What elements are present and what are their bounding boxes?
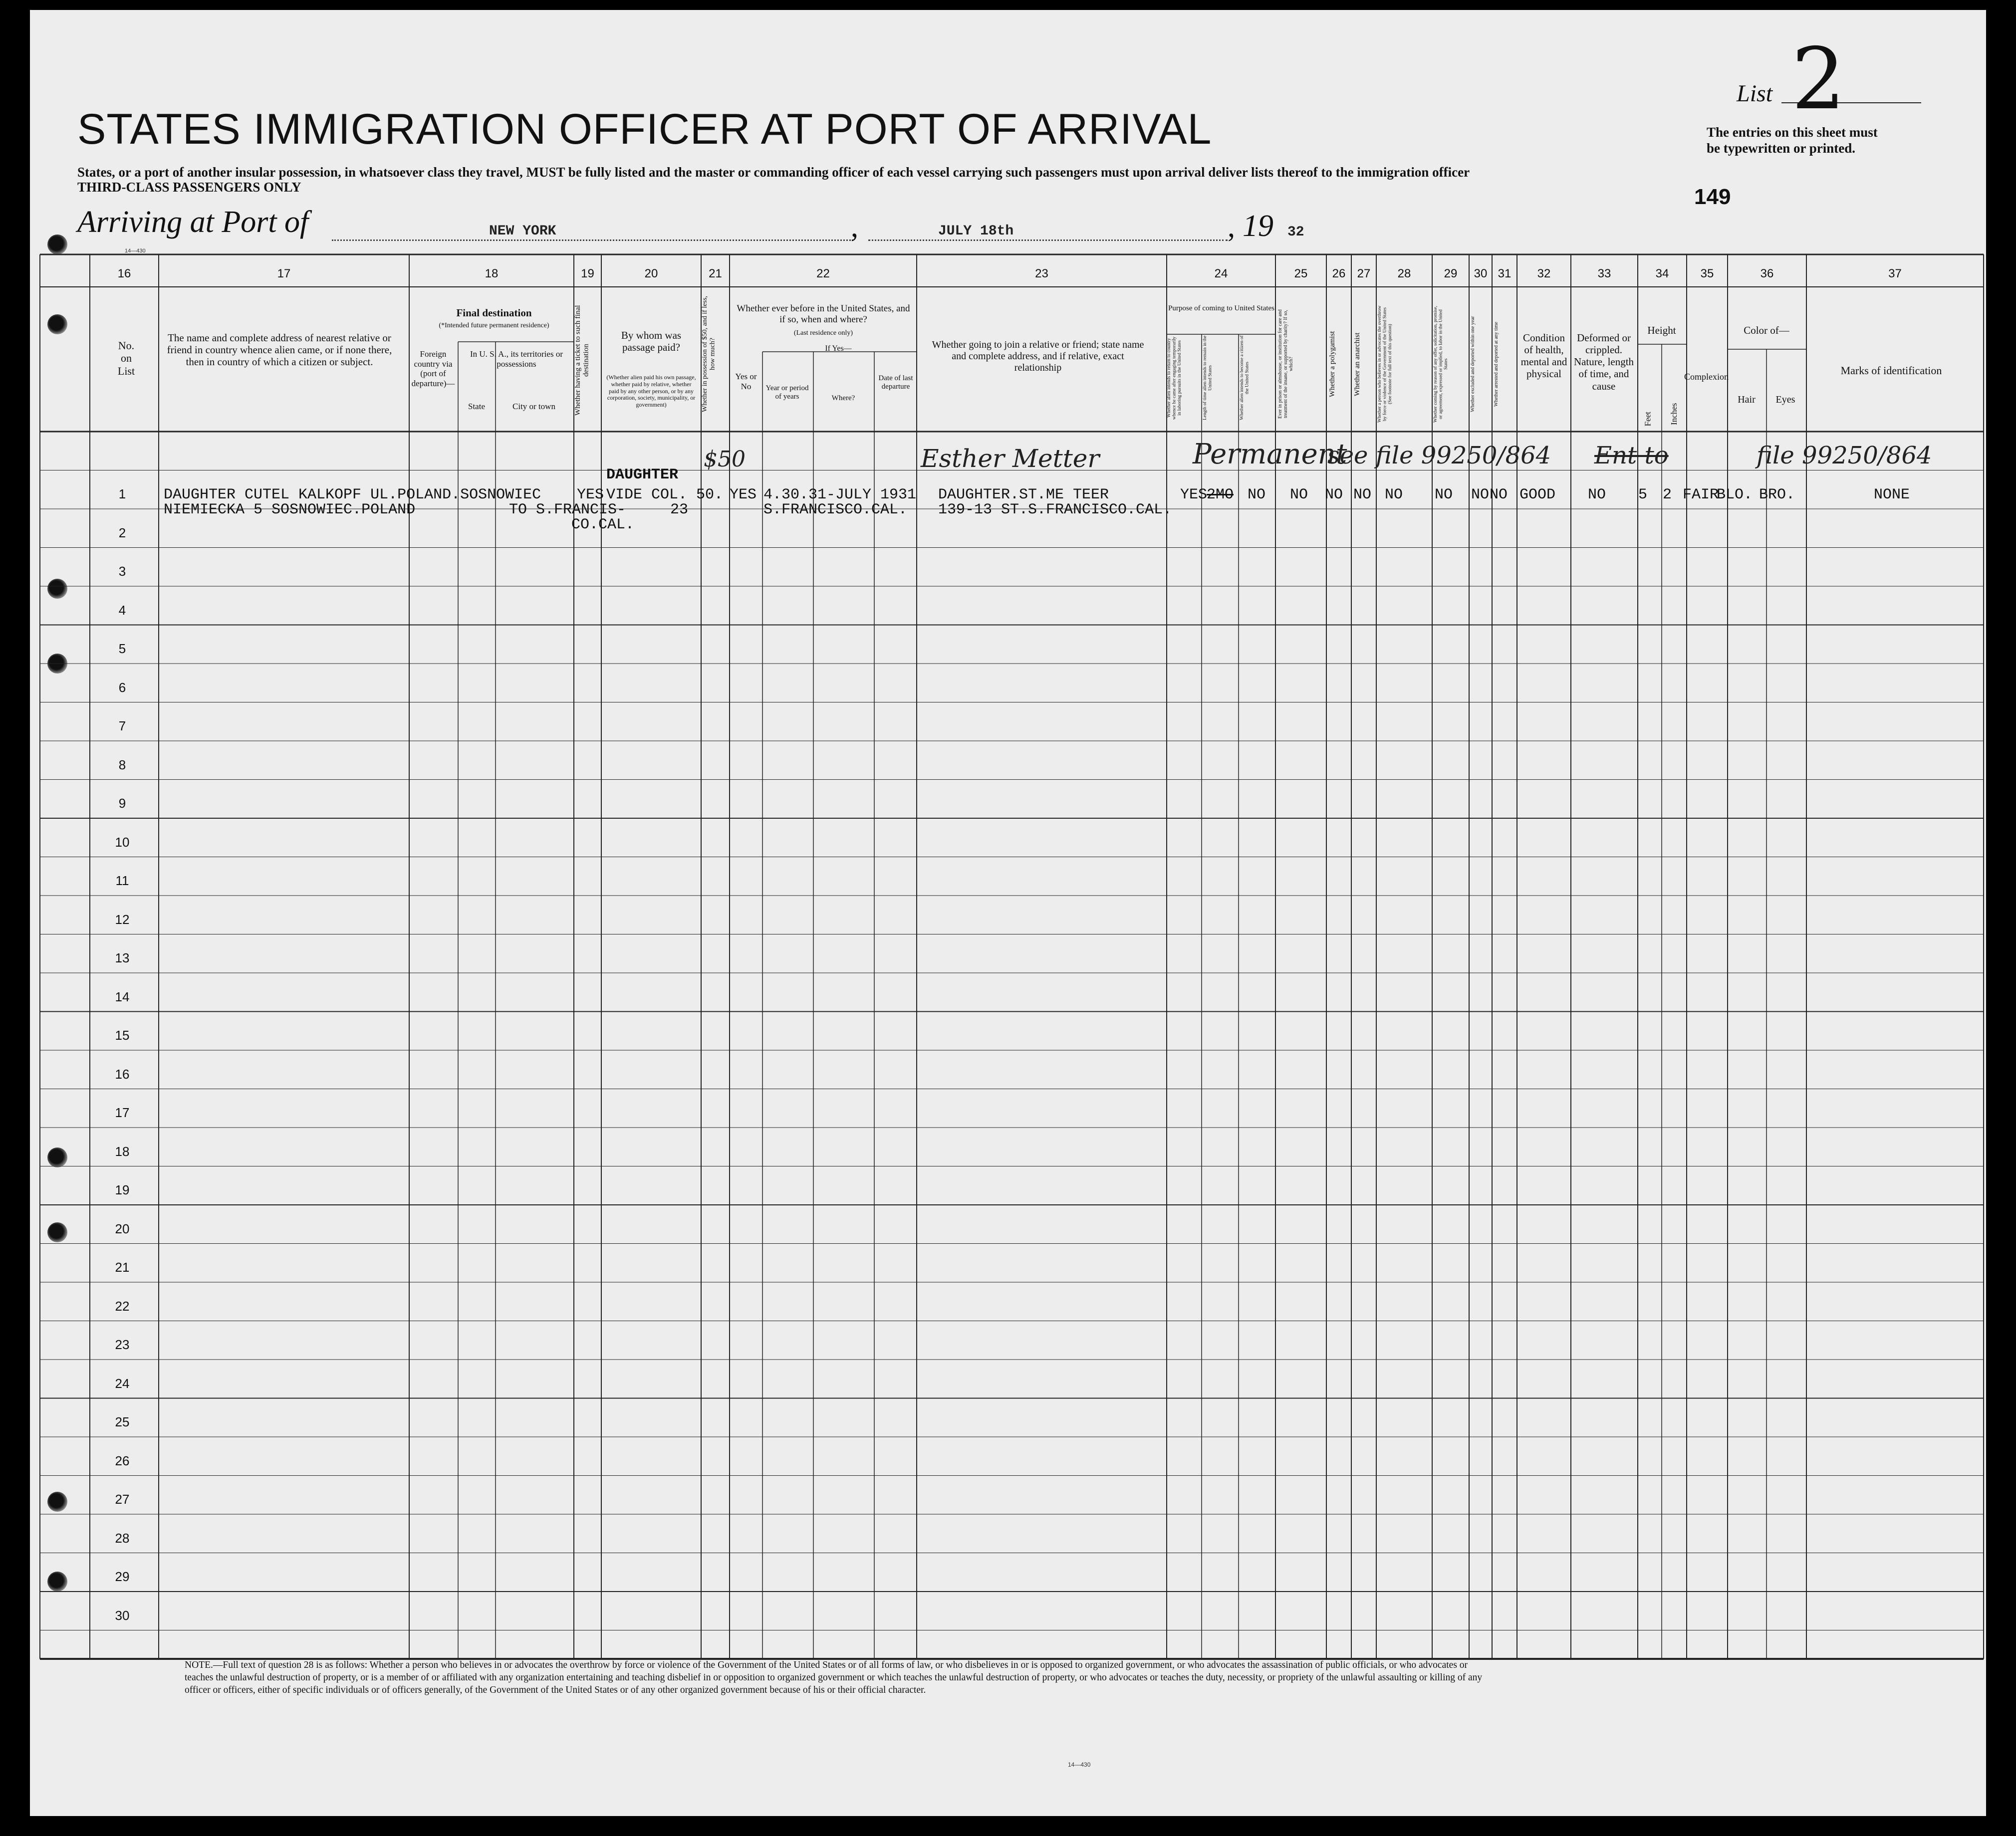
- header-yes-no: Yes or No: [735, 372, 757, 391]
- passage-paid-ref: VIDE COL.: [606, 486, 688, 503]
- typewritten-note-2: be typewritten or printed.: [1707, 141, 1855, 156]
- money-value: 50.: [696, 486, 724, 503]
- row-number: 23: [115, 1337, 130, 1352]
- header-where: Where?: [831, 394, 855, 402]
- marks-value: NONE: [1874, 486, 1910, 503]
- year-prefix: 19: [1243, 209, 1273, 243]
- header-passage-paid: By whom was passage paid?: [621, 329, 682, 354]
- column-number: 18: [485, 267, 499, 280]
- column-number: 16: [117, 267, 131, 280]
- header-health: Condition of health, mental and physical: [1520, 332, 1567, 380]
- row-number: 20: [115, 1221, 130, 1236]
- row-number: 19: [115, 1182, 130, 1197]
- column-number: 21: [709, 267, 722, 280]
- height-feet-value: 5: [1638, 486, 1648, 503]
- row-number: 2: [118, 525, 126, 540]
- row-number: 1: [118, 486, 126, 501]
- header-final-destination-note: (*Intended future permanent residence): [439, 322, 549, 329]
- anarchist-value: NO: [1353, 486, 1372, 503]
- column-number: 20: [644, 267, 658, 280]
- header-state: State: [468, 402, 485, 411]
- column-number: 27: [1357, 267, 1371, 280]
- header-ever-before: Whether ever before in the United States, and if so, when and where?: [737, 303, 910, 325]
- form-code: 14—430: [125, 248, 146, 254]
- header-purpose-a: Whether alien intends to return to country whence he came after engaging temporarily in laboring pursuits in the United States: [1167, 336, 1182, 420]
- column-number: 24: [1214, 267, 1228, 280]
- complexion-value: FAIR: [1683, 486, 1719, 503]
- header-eyes: Eyes: [1775, 394, 1795, 405]
- citizen-value: NO: [1248, 486, 1266, 503]
- row-number: 5: [118, 641, 126, 656]
- header-complexion: Complexion: [1684, 372, 1729, 382]
- column-number: 35: [1700, 267, 1714, 280]
- destination-city: TO S.FRANCIS-: [509, 501, 626, 518]
- header-feet: Feet: [1643, 412, 1653, 427]
- excluded-value: NO: [1471, 486, 1490, 503]
- row-number: 28: [115, 1530, 130, 1546]
- row-number: 10: [115, 834, 130, 850]
- header-city: City or town: [512, 402, 555, 411]
- sheet-number: 149: [1694, 185, 1731, 209]
- row-number: 25: [115, 1414, 130, 1429]
- header-inches: Inches: [1669, 403, 1679, 425]
- header-purpose-c: Whether alien intends to become a citizen of the United States: [1240, 335, 1250, 421]
- overthrow-value: NO: [1385, 486, 1403, 503]
- row-number: 27: [115, 1492, 130, 1507]
- arrival-date: JULY 18th: [938, 224, 1014, 239]
- header-in-usa: In U. S. A., its territories or possessions: [470, 349, 563, 369]
- header-anarchist: Whether an anarchist: [1353, 332, 1361, 396]
- column-number: 23: [1035, 267, 1048, 280]
- column-number: 32: [1537, 267, 1551, 280]
- row-number: 22: [115, 1298, 130, 1314]
- column-number: 31: [1498, 267, 1512, 280]
- height-inches-value: 2: [1663, 486, 1672, 503]
- header-foreign-country: Foreign country via (port of departure)—: [411, 349, 455, 388]
- handwritten-file-reference: see file 99250/864: [1327, 442, 1551, 469]
- header-money: Whether in possession of $50, and if less, how much?: [701, 296, 717, 413]
- header-excluded: Whether excluded and deported within one year: [1470, 316, 1476, 413]
- row-number: 7: [118, 718, 126, 733]
- row-number: 12: [115, 912, 130, 927]
- health-value: GOOD: [1519, 486, 1556, 503]
- row-number: 13: [115, 950, 130, 965]
- row-number: 16: [115, 1066, 130, 1082]
- header-deformed: Deformed or crippled. Nature, length of time, and cause: [1573, 332, 1634, 392]
- arrested-value: NO: [1490, 486, 1508, 503]
- header-ticket: Whether having a ticket to such final destination: [574, 305, 590, 416]
- instruction-text: States, or a port of another insular possession, in whatsoever class they travel, MUST be fully listed and the master or commanding officer of each vessel carrying such passengers must upon arrival deliver lists thereof to the immigration officer: [77, 165, 1470, 180]
- header-final-destination: Final destination: [456, 307, 532, 319]
- column-number: 26: [1332, 267, 1346, 280]
- passage-paid-by: DAUGHTER: [606, 466, 679, 483]
- header-marks: Marks of identification: [1840, 364, 1942, 377]
- row-number: 8: [118, 757, 126, 772]
- list-label: List: [1737, 80, 1773, 107]
- row-number: 18: [115, 1144, 130, 1159]
- column-number: 30: [1474, 267, 1488, 280]
- arrival-port: NEW YORK: [489, 224, 556, 239]
- handwritten-relative-name: Esther Metter: [921, 444, 1100, 473]
- page-title: STATES IMMIGRATION OFFICER AT PORT OF ARRIVAL: [77, 105, 1212, 153]
- header-overthrow: Whether a person who believes in or advocates the overthrow by force or violence of the Government of the United States (See footnote for full text of this question): [1377, 305, 1393, 423]
- row-number: 24: [115, 1376, 130, 1391]
- row-number: 21: [115, 1260, 130, 1275]
- header-no-on-list: No. on List: [117, 339, 135, 377]
- handwritten-file-reference-2: file 99250/864: [1757, 442, 1932, 469]
- header-purpose-b: Length of time alien intends to remain in the United States: [1203, 335, 1213, 421]
- ever-before-where: S.FRANCISCO.CAL.: [763, 501, 908, 518]
- year-suffix: 32: [1287, 225, 1304, 240]
- purpose-struck-value: 2MO: [1207, 486, 1234, 503]
- ever-before-yes: YES: [730, 486, 757, 503]
- column-number: 34: [1655, 267, 1669, 280]
- header-departure-date: Date of last departure: [878, 374, 913, 391]
- purpose-value: YES: [1180, 486, 1208, 503]
- column-number: 37: [1888, 267, 1902, 280]
- column-number: 17: [277, 267, 291, 280]
- handwritten-purpose: Permanent: [1193, 438, 1347, 470]
- passenger-class: THIRD-CLASS PASSENGERS ONLY: [77, 180, 301, 195]
- typewritten-note: The entries on this sheet must: [1707, 125, 1878, 140]
- relative-address-line2: NIEMIECKA 5 SOSNOWIEC.POLAND: [164, 501, 416, 518]
- footnote: NOTE.—Full text of question 28 is as follows: Whether a person who believes in or advocates the overthrow by force or violence of the Government of the United States or of all forms of law, or who disbelieves in or is opposed to organized government, or who advocates the assassination of public officials, or who advocates or teaches the unlawful destruction of property, or is a member of or affiliated with any organization entertaining and teaching disbelief in or opposition to organized government or which teaches the unlawful destruction of property, or who advocates or teaches the duty, necessity, or propriety of the unlawful assaulting or killing of any officer or officers, either of specific individuals or of officers generally, of the Government of the United States or of any other organized government because of his or their official character.: [185, 1660, 1483, 1695]
- ever-before-period: 4.30.31-JULY 1931: [763, 486, 917, 503]
- header-arrested: Whether arrested and deported at any time: [1494, 322, 1499, 407]
- polygamist-value: NO: [1325, 486, 1343, 503]
- header-hair: Hair: [1738, 394, 1756, 405]
- eyes-value: BRO.: [1759, 486, 1795, 503]
- row-number: 3: [118, 564, 126, 579]
- destination-state: CO.CAL.: [571, 516, 635, 533]
- header-offer: Whether coming by reason of any offer, solicitation, promise, or agreement, expressed or implied, to labor in the United States: [1433, 306, 1449, 423]
- row-number: 4: [118, 602, 126, 618]
- header-passage-note: (Whether alien paid his own passage, whether paid by relative, whether paid by any other person, or by any corporation, society, municipality, or government): [606, 374, 696, 409]
- header-purpose: Purpose of coming to United States: [1168, 304, 1274, 312]
- column-number: 29: [1444, 267, 1458, 280]
- column-number: 19: [581, 267, 594, 280]
- header-polygamist: Whether a polygamist: [1328, 331, 1336, 398]
- row-number: 26: [115, 1453, 130, 1468]
- header-height: Height: [1647, 324, 1676, 336]
- column-number: 22: [816, 267, 830, 280]
- column-number: 28: [1397, 267, 1411, 280]
- comma: ,: [1228, 210, 1235, 243]
- row-number: 30: [115, 1607, 130, 1623]
- prison-value: NO: [1290, 486, 1308, 503]
- relative-address-line1: DAUGHTER CUTEL KALKOPF UL.POLAND.SOSNOWIEC: [164, 486, 541, 503]
- ticket-value: YES: [577, 486, 604, 503]
- arrival-label: Arriving at Port of: [77, 205, 309, 239]
- row-number: 9: [118, 796, 126, 811]
- comma: ,: [851, 210, 858, 243]
- list-number: 2: [1791, 30, 1846, 129]
- hair-value: BLO.: [1717, 486, 1753, 503]
- header-last-residence: (Last residence only): [793, 329, 853, 337]
- joining-relative-line1: DAUGHTER.ST.ME TEER: [938, 486, 1109, 503]
- joining-relative-line2: 139-13 ST.S.FRANCISCO.CAL.: [938, 501, 1172, 518]
- handwritten-entry-note: Ent to: [1594, 442, 1669, 469]
- row-number: 15: [115, 1028, 130, 1043]
- handwritten-money: $50: [704, 447, 746, 472]
- offer-value: NO: [1435, 486, 1453, 503]
- footnote-form-code: 14—430: [1068, 1761, 1091, 1768]
- column-number: 33: [1597, 267, 1611, 280]
- header-nearest-relative: The name and complete address of nearest relative or friend in country whence alien came, or if none there, then in country of which a citizen or subject.: [167, 332, 392, 368]
- deformed-value: NO: [1588, 486, 1606, 503]
- header-period: Year or period of years: [765, 384, 809, 401]
- column-number: 25: [1294, 267, 1308, 280]
- column-number: 36: [1760, 267, 1774, 280]
- header-if-yes: If Yes—: [825, 344, 852, 353]
- row-number: 14: [115, 989, 130, 1004]
- row-number: 11: [115, 873, 129, 888]
- row-number: 17: [115, 1105, 130, 1120]
- header-prison: Ever in prison or almshouse, or institution for care and treatment of the insane, or supported by charity? If so, which?: [1277, 309, 1294, 419]
- header-color: Color of—: [1744, 324, 1789, 336]
- header-joining: Whether going to join a relative or friend; state name and complete address, and if relative, exact relationship: [932, 339, 1144, 373]
- row-number: 29: [115, 1569, 130, 1584]
- row-number: 6: [118, 680, 126, 695]
- passage-paid-col: 23: [670, 501, 689, 518]
